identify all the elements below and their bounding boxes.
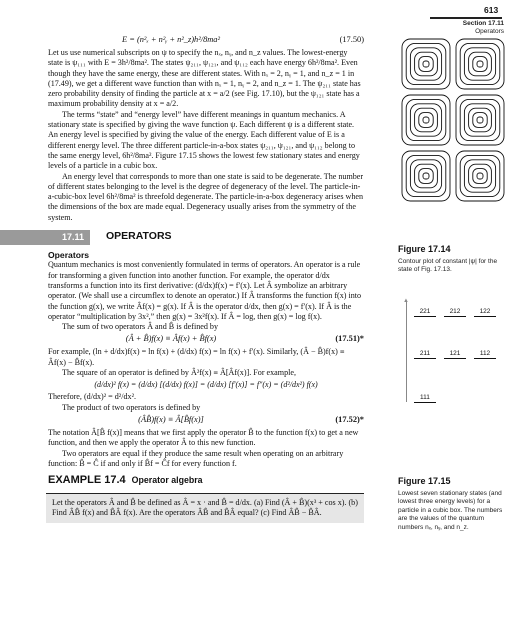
contour-line xyxy=(410,160,441,192)
figure-17-15-label: Figure 17.15 xyxy=(398,476,451,486)
paragraph-2: The terms “state” and “energy level” have different meanings in quantum mechanics. A stationary state is specified by giving the wave function ψ. Each different ψ is a different state. An energy level is specified by giving the value of the energy. Each different value of E is a different energy level. The three different particle-in-a-box states ψ₂₁₁, ψ₁₂₁, and ψ₁₁₂ belong to the same energy level, 6h²/8ma². Figure 17.15 shows the lowest few stationary states and energy levels of a particle in a cubic box. xyxy=(48,109,360,171)
contour-line xyxy=(473,169,487,184)
paragraph-9: The product of two operators is defined by xyxy=(62,402,201,412)
paragraph-8: Therefore, (d/dx)² = d²/dx². xyxy=(48,392,137,402)
figure-17-14-caption: Contour plot of constant |ψ| for the state of Fig. 17.13. xyxy=(398,258,498,274)
example-box xyxy=(46,493,364,523)
contour-line xyxy=(456,95,504,145)
equation-expression: E = (n²ₓ + n²ᵧ + n²_z)h²/8ma² xyxy=(121,35,221,44)
state-quantum-numbers: 112 xyxy=(479,350,491,357)
contour-line xyxy=(464,160,495,192)
paragraph-1: Let us use numerical subscripts on ψ to specify the nₓ, nᵧ, and n_z values. The lowest-energy state is ψ₁₁₁ with E = 3h²/8ma². The states ψ₂₁₁, ψ₁₂₁, and ψ₁₁₂ each have energy 6h²/8ma². Even though they have the same energy, these are different states. With nₓ = 2, nᵧ = 1, and n_z = 1 in (17.49), we get a different wave function than with nₓ = 1, nᵧ = 2, and n_z = 1. The ψ₂₁₁ state has zero probability density of finding the particle at x = a/2 (see Fig. 17.10), but the ψ₁₂₁ state has a maximum probability density at x = a/2. xyxy=(48,48,361,109)
energy-state xyxy=(444,350,466,359)
contour-line xyxy=(464,48,495,80)
section-title: OPERATORS xyxy=(106,230,172,243)
contour-line xyxy=(473,113,487,128)
contour-cells xyxy=(402,39,504,201)
equation-17-50 xyxy=(48,33,364,48)
energy-state xyxy=(474,308,496,317)
state-quantum-numbers: 211 xyxy=(419,350,431,357)
contour-line xyxy=(456,151,504,201)
paragraph-7: The square of an operator is defined by Â²f(x) ≡ Â[Âf(x)]. For example, xyxy=(62,368,296,378)
equation-expression: (ÂB̂)f(x) ≡ Â[B̂f(x)] xyxy=(138,414,204,424)
energy-state xyxy=(444,308,466,317)
equation-17-52 xyxy=(48,413,364,428)
figure-17-15-diagram xyxy=(398,298,504,408)
paragraph-4: Quantum mechanics is most conveniently formulated in terms of operators. An operator is a rule for transforming a given function into another function. For example, the operator d/dx transforms a function into its first derivative: (d/dx)f(x) = f′(x). Let Â symbolize an arbitrary operator. (We shall use a circumflex to denote an operator.) If Â transforms the function f(x) into the function g(x), we write Âf(x) = g(x). If Â is the operator d/dx, then g(x) = f′(x). If Â is the operator “multiplication by 3x²,” then g(x) = 3x²f(x). If Â = log, then g(x) = log f(x). xyxy=(48,260,362,321)
contour-line xyxy=(423,117,429,123)
example-text: Let the operators Â and B̂ be defined as Â = x · and B̂ = d/dx. (a) Find (Â + B̂)(x³ + cos x). (b) Find ÂB̂ f(x) and B̂Â f(x). Are the operators ÂB̂ and B̂Â equal? (c) Find ÂB̂ − B̂Â. xyxy=(52,498,358,518)
energy-level-line xyxy=(414,358,436,359)
contour-line xyxy=(402,39,450,89)
energy-level-line xyxy=(444,316,466,317)
contour-line xyxy=(415,108,438,132)
contour-line xyxy=(473,57,487,72)
energy-state xyxy=(474,350,496,359)
contour-line xyxy=(423,61,429,67)
contour-line xyxy=(415,52,438,76)
contour-line xyxy=(469,164,492,188)
contour-line xyxy=(406,155,446,196)
energy-level-line xyxy=(474,358,496,359)
page-number: 613 xyxy=(484,5,499,15)
contour-line xyxy=(477,117,483,123)
contour-line xyxy=(410,104,441,136)
state-quantum-numbers: 121 xyxy=(449,350,461,357)
contour-line xyxy=(460,99,500,140)
energy-level-line xyxy=(414,402,436,403)
example-heading xyxy=(48,475,364,489)
equation-17-51 xyxy=(48,332,364,347)
equation-operator-square xyxy=(48,378,364,392)
paragraph-3: An energy level that corresponds to more than one state is said to be degenerate. The number of different states belonging to the level is the degree of degeneracy of the level. The particle-in-a-cubic-box level 6h²/8ma² is threefold degenerate. The particle-in-a-box degeneracy arises when the dimensions of the box are made equal. Degeneracy usually arises from the symmetry of the system. xyxy=(48,171,364,222)
energy-axis xyxy=(406,302,407,402)
energy-state xyxy=(414,308,436,317)
section-number: 17.11 xyxy=(0,230,90,245)
contour-line xyxy=(423,173,429,179)
paragraph-5: The sum of two operators Â and B̂ is defined by xyxy=(62,322,218,332)
energy-level-line xyxy=(414,316,436,317)
contour-line xyxy=(410,48,441,80)
contour-line xyxy=(456,39,504,89)
contour-line xyxy=(406,99,446,140)
state-quantum-numbers: 212 xyxy=(449,308,461,315)
equation-expression: (Â + B̂)f(x) ≡ Âf(x) + B̂f(x) xyxy=(125,334,217,344)
energy-state xyxy=(414,350,436,359)
state-quantum-numbers: 221 xyxy=(419,308,431,315)
contour-line xyxy=(460,155,500,196)
contour-line xyxy=(419,57,433,72)
contour-line xyxy=(469,108,492,132)
contour-line xyxy=(419,169,433,184)
figure-17-14-label: Figure 17.14 xyxy=(398,244,451,254)
contour-line xyxy=(477,61,483,67)
contour-line xyxy=(406,43,446,84)
equation-expression: (d/dx)² f(x) = (d/dx) [(d/dx) f(x)] = (d/dx) [f′(x)] = f″(x) = (d²/dx²) f(x) xyxy=(94,380,318,390)
figure-17-14-contour-plot xyxy=(396,34,508,206)
paragraph-10: The notation Â[B̂ f(x)] means that we first apply the operator B̂ to the function f(x) to get a new function, and then we apply the operator Â to this new function. xyxy=(48,427,359,448)
paragraph-6: For example, (ln + d/dx)f(x) = ln f(x) + (d/dx) f(x) = ln f(x) + f′(x). Similarly, (Â − B̂)f(x) ≡ Âf(x) − B̂f(x). xyxy=(48,347,345,367)
state-quantum-numbers: 111 xyxy=(420,394,430,401)
subheading-operators: Operators xyxy=(48,250,90,261)
example-title: Operator algebra xyxy=(131,475,203,486)
state-quantum-numbers: 122 xyxy=(479,308,491,315)
energy-axis-arrow-icon: ▲ xyxy=(403,298,409,304)
energy-level-line xyxy=(444,358,466,359)
energy-state xyxy=(414,394,436,403)
contour-line xyxy=(419,113,433,128)
section-heading xyxy=(48,229,364,247)
header-rule xyxy=(430,17,502,19)
paragraph-11: Two operators are equal if they produce the same result when operating on an arbitrary function: B̂ = Ĉ if and only if B̂f = Ĉf for every function f. xyxy=(48,448,344,468)
example-label: EXAMPLE 17.4 xyxy=(48,474,126,487)
contour-line xyxy=(415,164,438,188)
main-column xyxy=(48,33,364,523)
contour-line xyxy=(402,95,450,145)
running-section: Section 17.11 xyxy=(462,20,504,27)
contour-line xyxy=(402,151,450,201)
figure-17-15-caption: Lowest seven stationary states (and lowest three energy levels) for a particle in a cubic box. The numbers are the values of the quantum numbers nₓ, nᵧ, and n_z. xyxy=(398,490,503,531)
running-title: Operators xyxy=(475,28,504,35)
equation-number: (17.51)* xyxy=(335,334,364,344)
contour-line xyxy=(469,52,492,76)
equation-number: (17.52)* xyxy=(335,414,364,424)
contour-line xyxy=(477,173,483,179)
contour-line xyxy=(460,43,500,84)
energy-level-line xyxy=(474,316,496,317)
equation-number: (17.50) xyxy=(339,35,364,44)
contour-line xyxy=(464,104,495,136)
